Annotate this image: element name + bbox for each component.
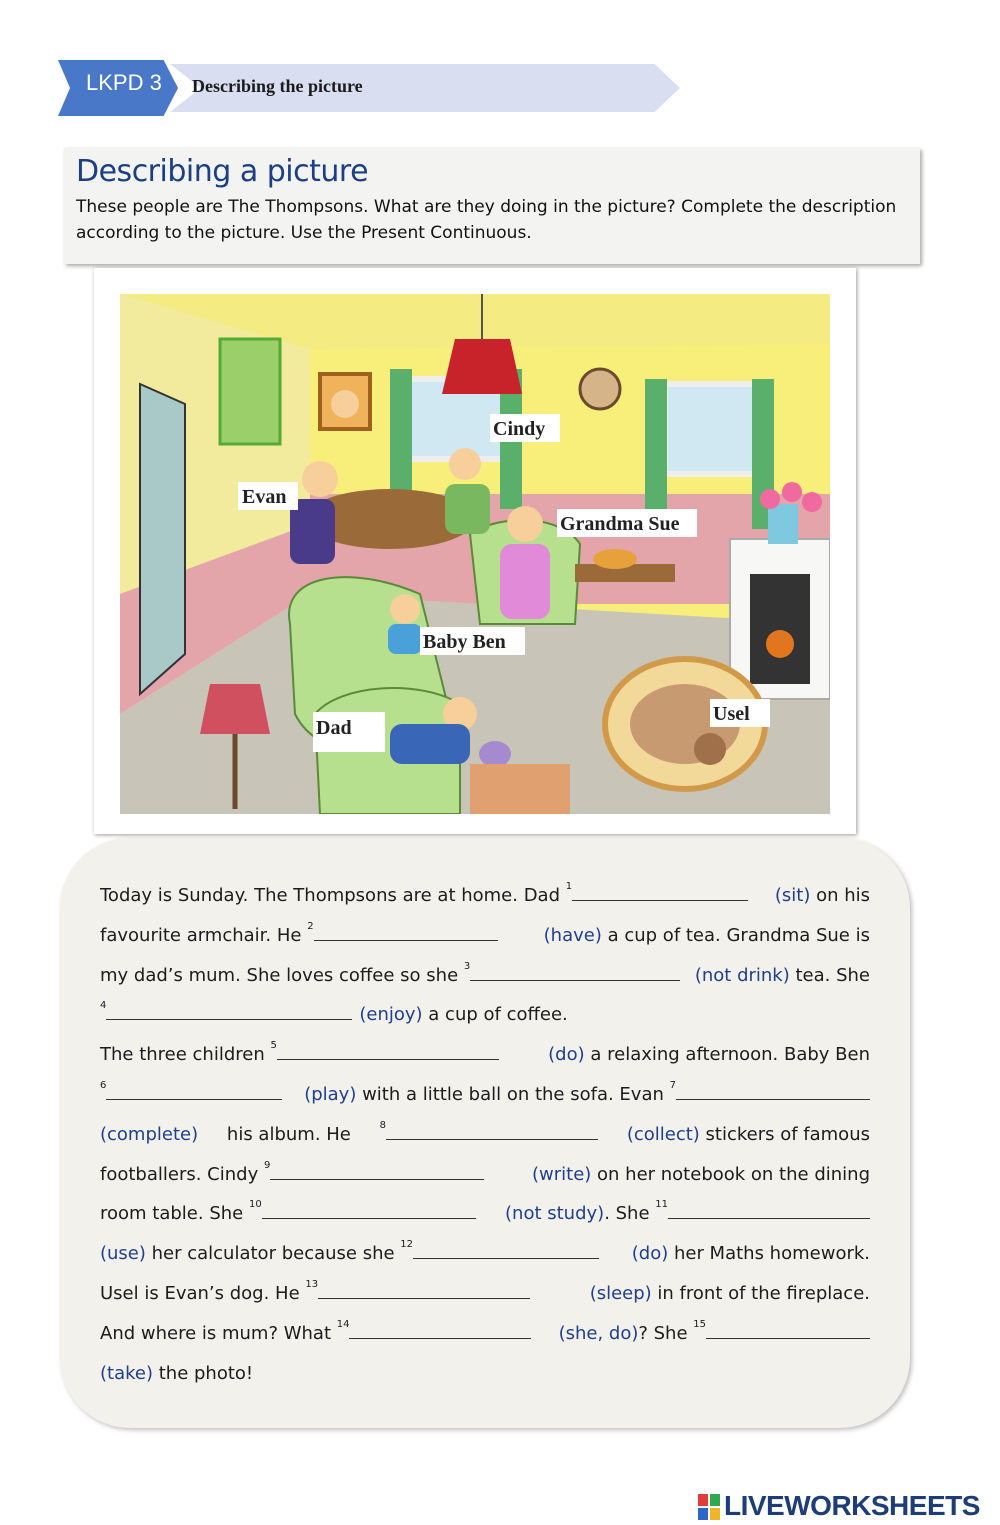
answer-blank-14[interactable] — [349, 1318, 531, 1339]
text-segment: And where is mum? What — [100, 1322, 337, 1344]
text-segment: favourite armchair. He — [100, 924, 308, 946]
text-segment: the photo! — [153, 1362, 254, 1384]
item-number: 8 — [379, 1119, 387, 1131]
item-number: 15 — [693, 1318, 706, 1330]
text-segment: a cup of coffee. — [422, 1004, 568, 1026]
card-title: Describing a picture — [76, 154, 369, 189]
lkpd-badge-label: LKPD 3 — [86, 70, 162, 95]
answer-blank-10[interactable] — [262, 1198, 476, 1219]
label-usel: Usel — [713, 703, 750, 725]
verb-hint: (she, do) — [558, 1322, 639, 1344]
verb-hint: (do) — [631, 1243, 669, 1265]
item-number: 1 — [565, 881, 573, 892]
label-grandma-sue: Grandma Sue — [560, 513, 680, 535]
verb-hint: (take) — [100, 1362, 153, 1384]
text-segment: with a little ball on the sofa. Evan — [356, 1083, 670, 1105]
verb-hint: (not drink) — [694, 964, 790, 986]
exercise-line — [100, 995, 870, 1035]
instruction-card — [64, 148, 920, 264]
exercise-line — [100, 956, 870, 996]
item-number: 7 — [669, 1079, 676, 1091]
answer-blank-11[interactable] — [668, 1198, 870, 1219]
text-segment: a relaxing afternoon. Baby Ben — [584, 1044, 870, 1066]
answer-blank-5[interactable] — [277, 1039, 499, 1060]
text-segment: room table. She — [100, 1203, 249, 1225]
text-segment: tea. She — [789, 964, 870, 986]
text-segment: my dad’s mum. She loves coffee so she — [100, 964, 464, 986]
verb-hint: (have) — [543, 924, 602, 946]
exercise-line — [100, 1075, 870, 1115]
text-segment: Usel is Evan’s dog. He — [100, 1282, 306, 1304]
verb-hint: (complete) — [100, 1123, 199, 1145]
verb-hint: (collect) — [626, 1123, 700, 1145]
answer-blank-8[interactable] — [386, 1119, 598, 1140]
verb-hint: (enjoy) — [359, 1004, 423, 1026]
label-baby-ben: Baby Ben — [423, 631, 506, 653]
header-ribbon — [58, 60, 688, 116]
exercise-line — [100, 1354, 870, 1394]
answer-blank-3[interactable] — [470, 960, 680, 981]
exercise-line — [100, 1314, 870, 1354]
exercise-line — [100, 1234, 870, 1274]
verb-hint: (use) — [100, 1243, 146, 1265]
item-number: 14 — [336, 1318, 350, 1330]
item-number: 5 — [270, 1040, 277, 1052]
item-number: 10 — [248, 1199, 262, 1211]
item-number: 12 — [400, 1239, 414, 1251]
text-segment: his album. He — [226, 1123, 351, 1145]
item-number: 11 — [655, 1199, 668, 1211]
verb-hint: (sleep) — [589, 1282, 652, 1304]
living-room-illustration — [120, 294, 830, 814]
exercise-text — [100, 876, 870, 1393]
exercise-line — [100, 1115, 870, 1155]
text-segment: in front of the fireplace. — [651, 1282, 870, 1304]
text-segment: footballers. Cindy — [100, 1163, 264, 1185]
answer-blank-15[interactable] — [706, 1318, 870, 1339]
verb-hint: (sit) — [774, 885, 811, 906]
answer-blank-6[interactable] — [106, 1079, 282, 1100]
text-segment: The three children — [100, 1044, 271, 1066]
text-segment: her calculator because she — [145, 1243, 401, 1265]
item-number: 3 — [463, 960, 471, 972]
answer-blank-4[interactable] — [106, 999, 352, 1020]
item-number: 6 — [100, 1079, 107, 1091]
answer-blank-13[interactable] — [318, 1278, 530, 1299]
card-instructions: These people are The Thompsons. What are they doing in the picture? Complete the description according to the picture. Use the Present Continuous. — [76, 197, 897, 243]
exercise-line — [100, 1035, 870, 1075]
verb-hint: (do) — [548, 1044, 585, 1066]
text-segment: her Maths homework. — [668, 1243, 870, 1265]
liveworksheets-logo[interactable]: LIVEWORKSHEETS — [724, 1490, 980, 1521]
item-number: 9 — [263, 1159, 271, 1171]
exercise-line — [100, 1274, 870, 1314]
item-number: 13 — [305, 1278, 319, 1290]
family-picture — [94, 268, 856, 834]
verb-hint: (play) — [304, 1083, 357, 1105]
header-subtitle: Describing the picture — [192, 76, 363, 96]
answer-blank-7[interactable] — [676, 1079, 870, 1100]
exercise-line — [100, 876, 870, 916]
liveworksheets-logo-icon — [698, 1494, 720, 1520]
exercise-line — [100, 1155, 870, 1195]
answer-blank-12[interactable] — [413, 1238, 599, 1259]
verb-hint: (write) — [531, 1163, 592, 1185]
text-segment: on her notebook on the dining — [591, 1163, 870, 1185]
item-number: 2 — [307, 920, 314, 932]
text-segment: . She — [604, 1203, 656, 1225]
answer-blank-1[interactable] — [572, 880, 748, 901]
answer-blank-9[interactable] — [270, 1159, 484, 1180]
text-segment: on his — [810, 885, 870, 906]
exercise-line — [100, 916, 870, 956]
text-segment: Today is Sunday. The Thompsons are at home. Dad — [100, 885, 566, 906]
exercise-line — [100, 1194, 870, 1234]
item-number: 4 — [100, 1000, 107, 1012]
text-segment: stickers of famous — [699, 1123, 870, 1145]
text-segment: ? She — [638, 1322, 694, 1344]
label-cindy: Cindy — [493, 418, 546, 440]
label-evan: Evan — [242, 486, 287, 508]
label-dad: Dad — [316, 717, 352, 739]
text-segment: a cup of tea. Grandma Sue is — [601, 924, 870, 946]
answer-blank-2[interactable] — [314, 920, 498, 941]
verb-hint: (not study) — [505, 1203, 605, 1225]
